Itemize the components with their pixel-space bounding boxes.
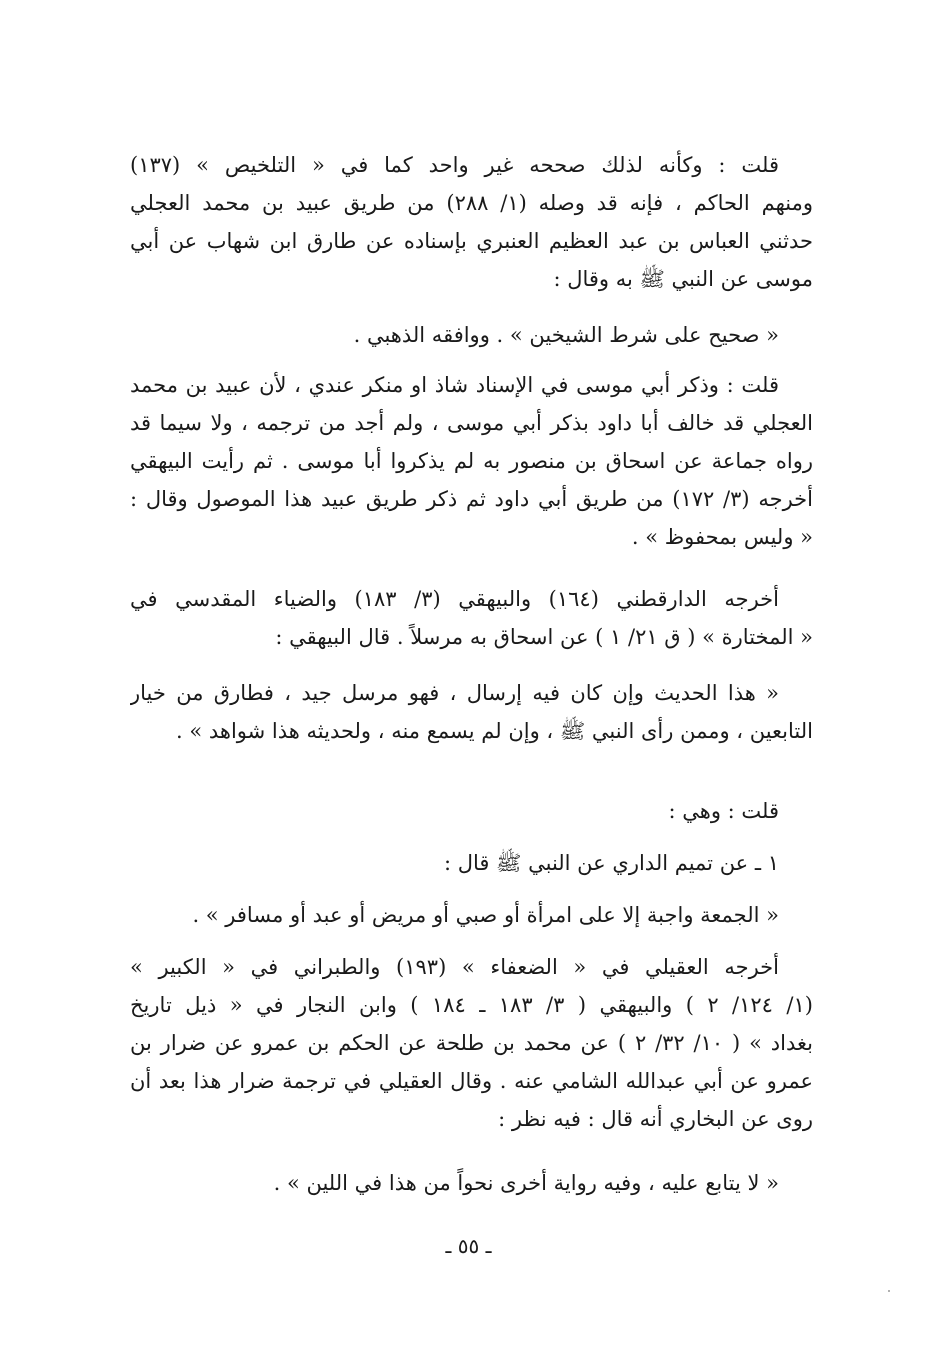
text-line: « المختارة » ( ق ٢١/ ١ ) عن اسحاق به مرسلاً . قال البيهقي : [275, 625, 813, 649]
paragraph [130, 580, 813, 656]
paragraph [130, 792, 813, 830]
paragraph [130, 1164, 813, 1202]
paragraph [130, 366, 813, 556]
text-line: « وليس بمحفوظ » . [631, 525, 813, 549]
text-line: موسى عن النبي ﷺ به وقال : [553, 267, 813, 291]
text-line: رواه جماعة عن اسحاق بن منصور به لم يذكروا أبا موسى . ثم رأيت البيهقي [130, 449, 813, 473]
scan-speck [888, 1290, 890, 1292]
text-line: التابعين ، وممن رأى النبي ﷺ ، وإن لم يسمع منه ، ولحديثه هذا شواهد » . [175, 719, 813, 743]
paragraph [130, 674, 813, 750]
text-line: العجلي قد خالف أبا داود بذكر أبي موسى ، ولم أجد من ترجمه ، ولا سيما قد [130, 411, 813, 435]
text-line: روى عن البخاري أنه قال : فيه نظر : [498, 1107, 813, 1131]
paragraph [130, 948, 813, 1138]
text-line: « لا يتابع عليه ، وفيه رواية أخرى نحواً من هذا في اللين » . [273, 1171, 779, 1195]
page-number: ـ ٥٥ ـ [445, 1234, 492, 1258]
paragraph [130, 316, 813, 354]
text-line: قلت : وكأنه لذلك صححه غير واحد كما في « التلخيص » (١٣٧) [130, 153, 779, 177]
text-line: ومنهم الحاكم ، فإنه قد وصله (١/ ٢٨٨) من طريق عبيد بن محمد العجلي [130, 191, 813, 215]
text-line: بغداد » ( ١٠/ ٣٢/ ٢ ) عن محمد بن طلحة عن الحكم بن عمرو عن ضرار بن [130, 1031, 813, 1055]
text-line: « الجمعة واجبة إلا على امرأة أو صبي أو مريض أو عبد أو مسافر » . [192, 903, 779, 927]
text-line: قلت : وهي : [668, 799, 779, 823]
text-line: « صحيح على شرط الشيخين » . ووافقه الذهبي . [353, 323, 779, 347]
paragraph [130, 146, 813, 298]
text-line: أخرجه (٣/ ١٧٢) من طريق أبي داود ثم ذكر طريق عبيد هذا الموصول وقال : [130, 487, 813, 511]
paragraph [130, 896, 813, 934]
text-line: قلت : وذكر أبي موسى في الإسناد شاذ او منكر عندي ، لأن عبيد بن محمد [130, 373, 779, 397]
text-line: عمرو عن أبي عبدالله الشامي عنه . وقال العقيلي في ترجمة ضرار هذا بعد أن [130, 1069, 813, 1093]
text-line: « هذا الحديث وإن كان فيه إرسال ، فهو مرسل جيد ، فطارق من خيار [130, 681, 779, 705]
text-line: حدثني العباس بن عبد العظيم العنبري بإسناده عن طارق ابن شهاب عن أبي [130, 229, 813, 253]
text-line: أخرجه العقيلي في « الضعفاء » (١٩٣) والطبراني في « الكبير » [130, 955, 779, 979]
text-line: ١ ـ عن تميم الداري عن النبي ﷺ قال : [443, 851, 779, 875]
text-line: (١/ ١٢٤/ ٢ ) والبيهقي ( ٣/ ١٨٣ ـ ١٨٤ ) وابن النجار في « ذيل تاريخ [130, 993, 813, 1017]
paragraph [130, 844, 813, 882]
text-line: أخرجه الدارقطني (١٦٤) والبيهقي (٣/ ١٨٣) والضياء المقدسي في [130, 587, 779, 611]
